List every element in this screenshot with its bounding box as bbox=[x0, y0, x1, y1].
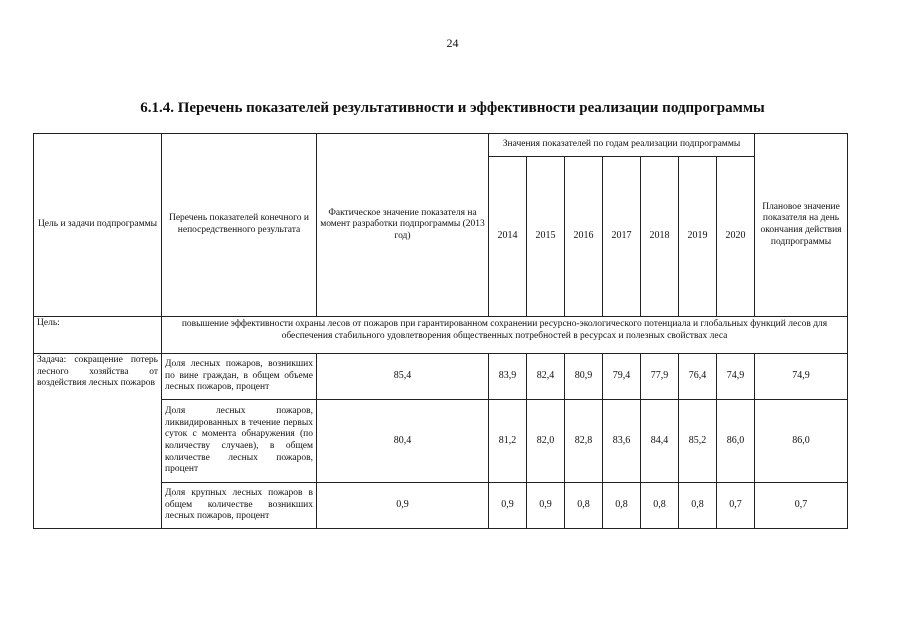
value-2014: 83,9 bbox=[489, 354, 527, 400]
header-years-group: Значения показателей по годам реализации подпрограммы bbox=[489, 134, 755, 157]
value-2015: 82,4 bbox=[527, 354, 565, 400]
value-2018: 84,4 bbox=[641, 400, 679, 483]
value-2020: 74,9 bbox=[717, 354, 755, 400]
task-text: Задача: сокращение потерь лесного хозяйства от воздействия лесных пожаров bbox=[34, 354, 162, 529]
value-2018: 0,8 bbox=[641, 483, 679, 529]
value-2014: 81,2 bbox=[489, 400, 527, 483]
indicator-name: Доля крупных лесных пожаров в общем количестве возникших лесных пожаров, процент bbox=[162, 483, 317, 529]
value-2020: 0,7 bbox=[717, 483, 755, 529]
value-2017: 83,6 bbox=[603, 400, 641, 483]
value-2016: 80,9 bbox=[565, 354, 603, 400]
year-2018: 2018 bbox=[641, 157, 679, 317]
goal-label: Цель: bbox=[34, 317, 162, 354]
value-2018: 77,9 bbox=[641, 354, 679, 400]
value-2017: 0,8 bbox=[603, 483, 641, 529]
section-title: 6.1.4. Перечень показателей результативности и эффективности реализации подпрограммы bbox=[140, 100, 765, 116]
year-2014: 2014 bbox=[489, 157, 527, 317]
value-2019: 76,4 bbox=[679, 354, 717, 400]
actual-value: 80,4 bbox=[317, 400, 489, 483]
value-2015: 82,0 bbox=[527, 400, 565, 483]
year-2020: 2020 bbox=[717, 157, 755, 317]
header-actual-value: Фактическое значение показателя на момент разработки подпрограммы (2013 год) bbox=[317, 134, 489, 317]
year-2019: 2019 bbox=[679, 157, 717, 317]
table-row bbox=[34, 354, 848, 400]
value-2016: 0,8 bbox=[565, 483, 603, 529]
value-2014: 0,9 bbox=[489, 483, 527, 529]
value-2019: 0,8 bbox=[679, 483, 717, 529]
goal-row bbox=[34, 317, 848, 354]
value-2020: 86,0 bbox=[717, 400, 755, 483]
header-indicators: Перечень показателей конечного и непосредственного результата bbox=[162, 134, 317, 317]
planned-value: 0,7 bbox=[755, 483, 848, 529]
value-2019: 85,2 bbox=[679, 400, 717, 483]
indicator-name: Доля лесных пожаров, возникших по вине граждан, в общем объеме лесных пожаров, процент bbox=[162, 354, 317, 400]
year-2017: 2017 bbox=[603, 157, 641, 317]
indicator-name: Доля лесных пожаров, ликвидированных в течение первых суток с момента обнаружения (по количеству случаев), в общем количестве лесных пожаров, процент bbox=[162, 400, 317, 483]
value-2015: 0,9 bbox=[527, 483, 565, 529]
header-planned-value: Плановое значение показателя на день окончания действия подпрограммы bbox=[755, 134, 848, 317]
header-goals-tasks: Цель и задачи подпрограммы bbox=[34, 134, 162, 317]
indicators-table bbox=[33, 133, 848, 529]
year-2015: 2015 bbox=[527, 157, 565, 317]
planned-value: 86,0 bbox=[755, 400, 848, 483]
value-2017: 79,4 bbox=[603, 354, 641, 400]
header-row bbox=[34, 134, 848, 157]
goal-text: повышение эффективности охраны лесов от пожаров при гарантированном сохранении ресурсно-экологического потенциала и глобальных функций лесов для обеспечения стабильного удовлетворения общественных потребностей в ресурсах и полезных свойствах леса bbox=[162, 317, 848, 354]
actual-value: 85,4 bbox=[317, 354, 489, 400]
page-number: 24 bbox=[446, 36, 459, 50]
planned-value: 74,9 bbox=[755, 354, 848, 400]
value-2016: 82,8 bbox=[565, 400, 603, 483]
actual-value: 0,9 bbox=[317, 483, 489, 529]
year-2016: 2016 bbox=[565, 157, 603, 317]
